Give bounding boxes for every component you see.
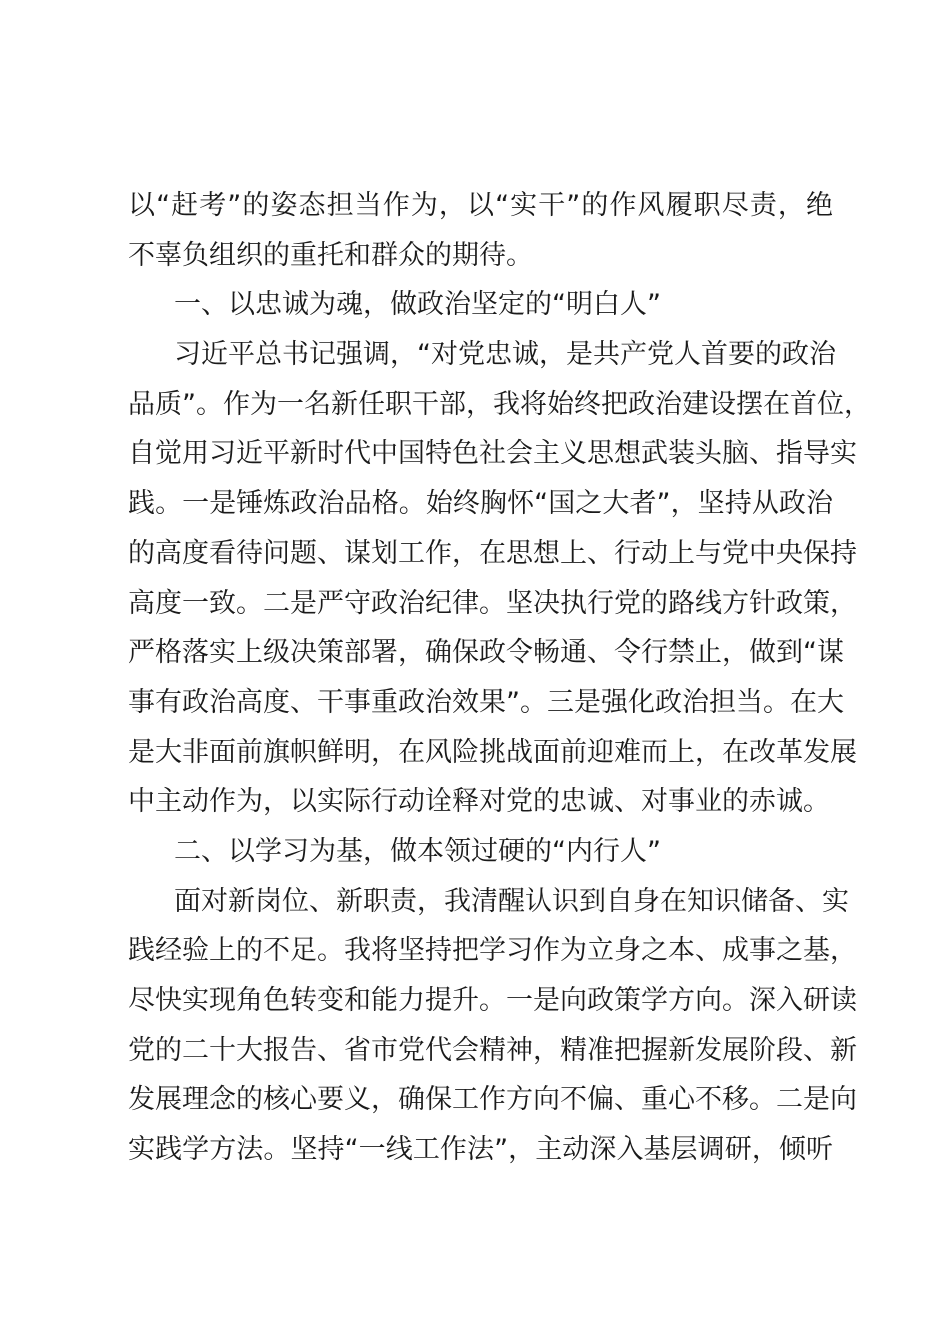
text-line: 面对新岗位、新职责，我清醒认识到自身在知识储备、实 [174,885,849,917]
section-heading: 二、以学习为基，做本领过硬的“内行人” [174,835,661,867]
text-line: 的高度看待问题、谋划工作，在思想上、行动上与党中央保持 [128,537,857,569]
text-line: 中主动作为，以实际行动诠释对党的忠诚、对事业的赤诚。 [128,786,830,818]
text-line: 习近平总书记强调，“对党忠诚，是共产党人首要的政治 [174,339,836,371]
text-line: 党的二十大报告、省市党代会精神，精准把握新发展阶段、新 [128,1034,857,1066]
section-heading: 一、以忠诚为魂，做政治坚定的“明白人” [174,289,661,321]
text-line: 是大非面前旗帜鲜明，在风险挑战面前迎难而上，在改革发展 [128,736,857,768]
text-line: 践。一是锤炼政治品格。始终胸怀“国之大者”，坚持从政治 [128,488,833,520]
document-body [128,181,871,1175]
text-line: 践经验上的不足。我将坚持把学习作为立身之本、成事之基， [128,935,857,967]
text-line: 以“赶考”的姿态担当作为，以“实干”的作风履职尽责，绝 [128,190,833,221]
text-line: 不辜负组织的重托和群众的期待。 [128,239,533,271]
text-line: 自觉用习近平新时代中国特色社会主义思想武装头脑、指导实 [128,438,857,470]
text-line: 品质”。作为一名新任职干部，我将始终把政治建设摆在首位， [128,388,871,420]
text-line: 实践学方法。坚持“一线工作法”，主动深入基层调研，倾听 [128,1134,833,1166]
text-line: 发展理念的核心要义，确保工作方向不偏、重心不移。二是向 [128,1084,857,1116]
text-line: 严格落实上级决策部署，确保政令畅通、令行禁止，做到“谋 [128,637,844,669]
text-line: 高度一致。二是严守政治纪律。坚决执行党的路线方针政策， [128,587,857,619]
text-line: 事有政治高度、干事重政治效果”。三是强化政治担当。在大 [128,686,844,718]
text-line: 尽快实现角色转变和能力提升。一是向政策学方向。深入研读 [128,985,857,1016]
